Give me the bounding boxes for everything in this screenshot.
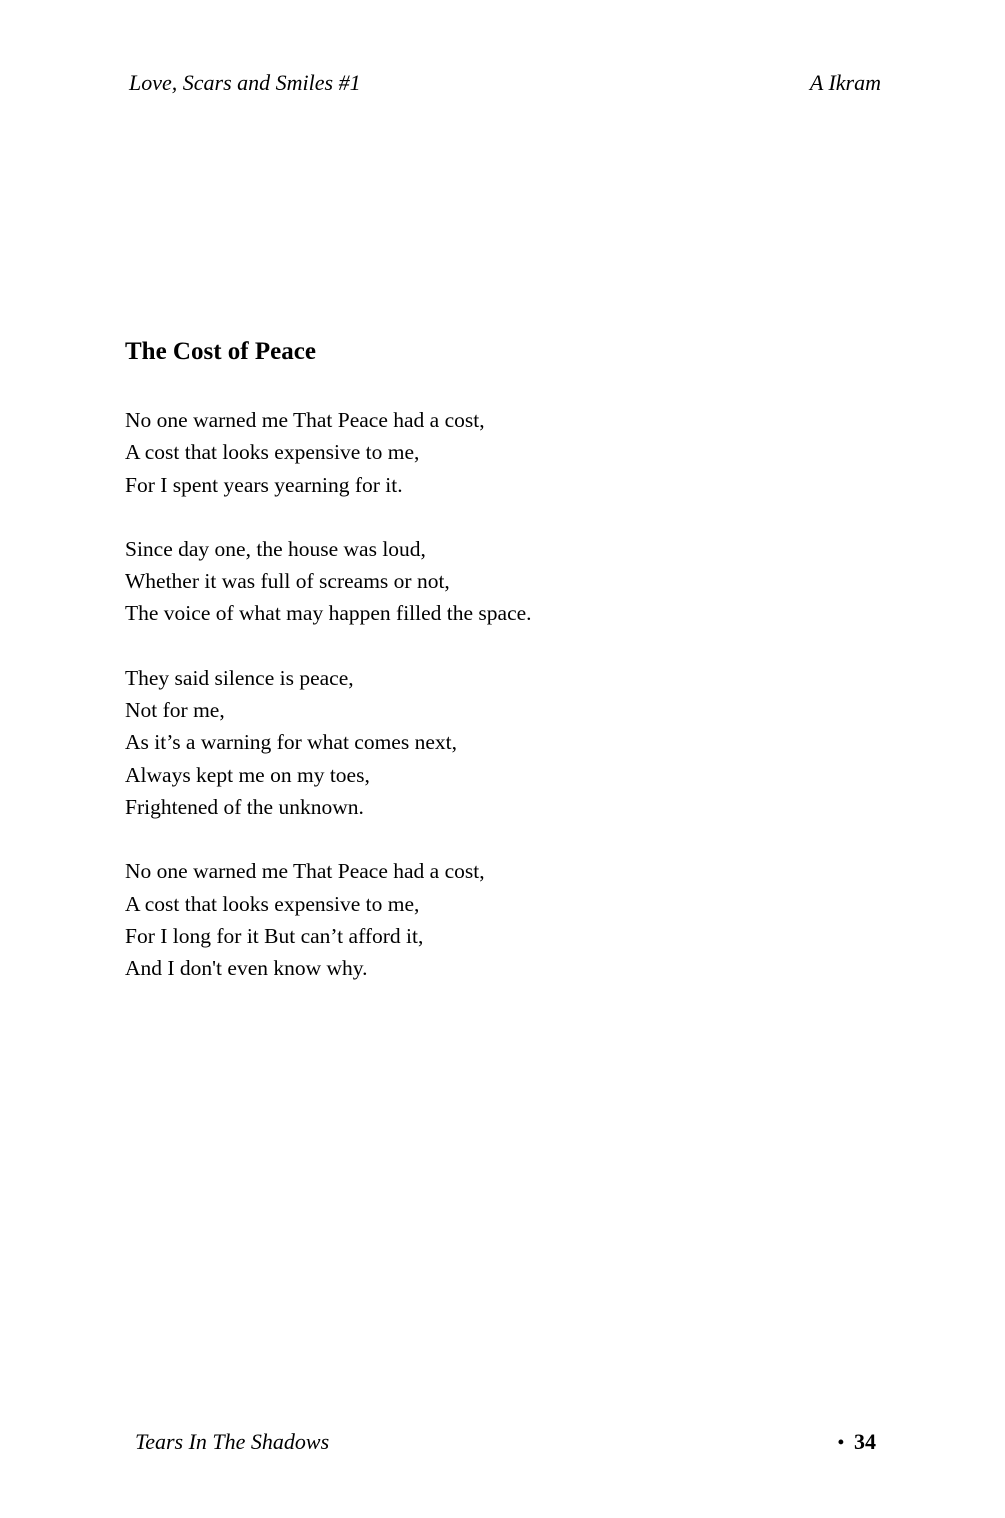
- poem-line: They said silence is peace,: [125, 665, 354, 690]
- poem-body: [125, 404, 825, 1016]
- running-footer: [135, 1426, 876, 1458]
- stanza-1: [125, 404, 825, 501]
- book-title: Love, Scars and Smiles #1: [129, 70, 361, 95]
- running-header: [129, 68, 881, 98]
- author-name: A Ikram: [809, 70, 881, 95]
- poem-line: Frightened of the unknown.: [125, 794, 364, 819]
- poem-line: The voice of what may happen filled the space.: [125, 601, 532, 626]
- poem-line: As it’s a warning for what comes next,: [125, 730, 457, 755]
- poem-line: Whether it was full of screams or not,: [125, 569, 450, 594]
- poem-line: A cost that looks expensive to me,: [125, 440, 420, 465]
- poem-line: For I long for it But can’t afford it,: [125, 923, 424, 948]
- poem-line: For I spent years yearning for it.: [125, 472, 403, 497]
- page-number-group: [838, 1426, 876, 1458]
- section-title: Tears In The Shadows: [135, 1429, 330, 1454]
- stanza-2: [125, 533, 825, 630]
- poem-line: Since day one, the house was loud,: [125, 536, 426, 561]
- poem-line: No one warned me That Peace had a cost,: [125, 859, 485, 884]
- stanza-3: [125, 662, 825, 823]
- page-number: 34: [854, 1429, 876, 1454]
- poem-line: Not for me,: [125, 698, 225, 723]
- poem-title: The Cost of Peace: [125, 338, 316, 365]
- poem-line: Always kept me on my toes,: [125, 762, 370, 787]
- poem-line: No one warned me That Peace had a cost,: [125, 408, 485, 432]
- bullet-icon: •: [837, 1432, 844, 1452]
- poem-line: A cost that looks expensive to me,: [125, 891, 420, 916]
- poem-line: And I don't even know why.: [125, 956, 368, 981]
- stanza-4: [125, 855, 825, 984]
